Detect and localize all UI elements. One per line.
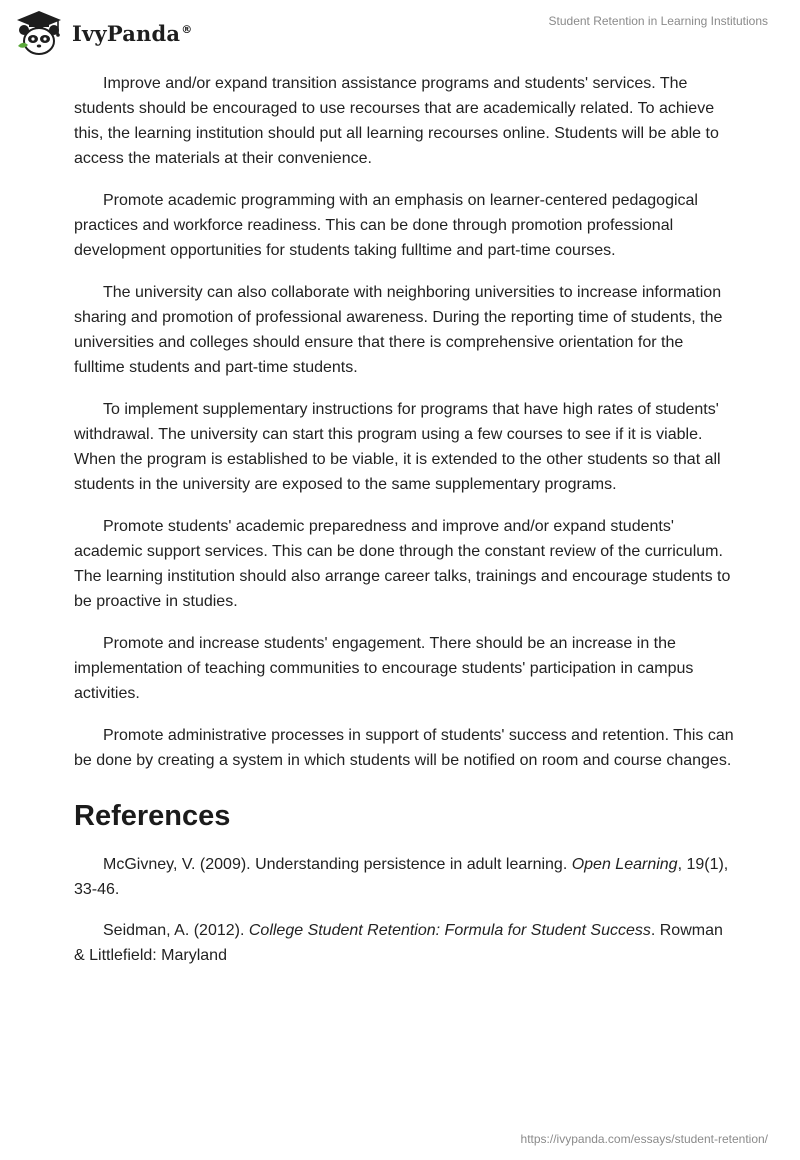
reference-text: , 19(1), 33-46.	[74, 856, 729, 898]
body-paragraph: Promote administrative processes in support of students' success and retention. This can be done by creating a system in which students will be notified on room and course changes.	[74, 727, 734, 769]
body-paragraph: The university can also collaborate with neighboring universities to increase information sharing and promotion of professional awareness. During the reporting time of students, the universities and colleges should ensure that there is comprehensive orientation for the fulltime students and part-time students.	[74, 284, 723, 376]
reference-source-title: Open Learning	[571, 856, 678, 873]
source-url[interactable]: https://ivypanda.com/essays/student-retention/	[520, 1132, 768, 1146]
body-paragraph: Improve and/or expand transition assistance programs and students' services. The students should be encouraged to use recourses that are academically related. To achieve this, the learning institution should put all learning recourses online. Students will be able to access the materials at their convenience.	[74, 75, 719, 167]
document-title: Student Retention in Learning Institutions	[548, 14, 768, 28]
reference-text: McGivney, V. (2009). Understanding persistence in adult learning.	[103, 856, 572, 873]
body-paragraph: Promote students' academic preparedness and improve and/or expand students' academic support services. This can be done through the constant review of the curriculum. The learning institution should also arrange career talks, trainings and encourage students to be proactive in studies.	[74, 518, 731, 610]
body-paragraph: Promote and increase students' engagement. There should be an increase in the implementation of teaching communities to encourage students' participation in campus activities.	[74, 635, 694, 702]
brand-name: IvyPanda®	[72, 20, 193, 46]
registered-mark: ®	[181, 22, 193, 36]
reference-source-title: College Student Retention: Formula for Student Success	[248, 922, 651, 939]
ivypanda-logo[interactable]	[14, 8, 192, 58]
reference-item	[74, 852, 734, 902]
body-paragraph: To implement supplementary instructions for programs that have high rates of students' withdrawal. The university can start this program using a few courses to see if it is viable. When the program is established to be viable, it is extended to the other students so that all students in the university are exposed to the same supplementary programs.	[74, 401, 721, 493]
reference-text: Seidman, A. (2012).	[103, 922, 249, 939]
panda-graduate-icon	[14, 8, 64, 58]
body-paragraph: Promote academic programming with an emphasis on learner-centered pedagogical practices and workforce readiness. This can be done through promotion professional development opportunities for students taking fulltime and part-time courses.	[74, 192, 698, 259]
reference-item	[74, 918, 734, 968]
reference-text: . Rowman & Littlefield: Maryland	[74, 922, 723, 964]
essay-content	[74, 71, 734, 984]
references-heading: References	[74, 800, 231, 832]
